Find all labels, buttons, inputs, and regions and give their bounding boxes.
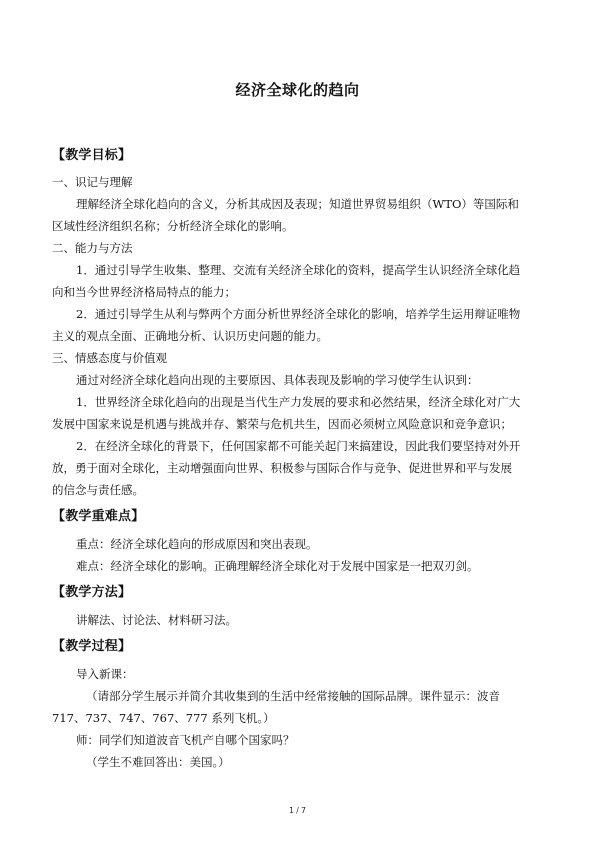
document-title: 经济全球化的趋向 <box>235 81 360 99</box>
text-line: 主义的观点全面、正确地分析、认识历史问题的能力。 <box>52 329 328 343</box>
text-line: 二、能力与方法 <box>52 241 133 255</box>
section-heading-process: 【教学过程】 <box>52 639 132 654</box>
text-line: 2．通过引导学生从利与弊两个方面分析世界经济全球化的影响，培养学生运用辩证唯物 <box>76 307 521 321</box>
text-line: 通过对经济全球化趋向出现的主要原因、具体表现及影响的学习使学生认识到： <box>76 373 479 387</box>
text-line: 发展中国家来说是机遇与挑战并存、繁荣与危机共生，因而必须树立风险意识和竞争意识； <box>52 417 512 431</box>
text-line: 难点：经济全球化的影响。正确理解经济全球化对于发展中国家是一把双刃剑。 <box>76 559 479 573</box>
text-line: 向和当今世界经济格局特点的能力； <box>52 285 236 299</box>
text-line: 师：同学们知道波音飞机产自哪个国家吗？ <box>76 733 295 747</box>
section-heading-objectives: 【教学目标】 <box>52 148 132 163</box>
page-number: 1 / 7 <box>289 806 306 815</box>
text-line: 一、识记与理解 <box>52 175 133 189</box>
section-heading-methods: 【教学方法】 <box>52 585 132 600</box>
text-line: 讲解法、讨论法、材料研习法。 <box>76 613 237 627</box>
section-heading-keypoints: 【教学重难点】 <box>52 509 145 524</box>
text-line: （请部分学生展示并简介其收集到的生活中经常接触的国际品牌。课件显示：波音 <box>86 689 500 703</box>
text-line: 1．通过引导学生收集、整理、交流有关经济全球化的资料，提高学生认识经济全球化趋 <box>76 263 521 277</box>
text-line: 的信念与责任感。 <box>52 483 144 497</box>
text-line: 区域性经济组织名称；分析经济全球化的影响。 <box>52 219 294 233</box>
text-line: 2．在经济全球化的背景下，任何国家都不可能关起门来搞建设，因此我们要坚持对外开 <box>76 439 521 453</box>
text-line: 重点：经济全球化趋向的形成原因和突出表现。 <box>76 537 318 551</box>
text-line: 1．世界经济全球化趋向的出现是当代生产力发展的要求和必然结果，经济全球化对广大 <box>76 395 521 409</box>
text-line: 放，勇于面对全球化，主动增强面向世界、积极参与国际合作与竞争、促进世界和平与发展 <box>52 461 512 475</box>
text-line: 导入新课： <box>76 667 134 681</box>
text-line: 三、情感态度与价值观 <box>52 351 167 365</box>
text-line: （学生不难回答出：美国。） <box>86 755 230 769</box>
text-line: 717、737、747、767、777 系列飞机。） <box>52 711 275 725</box>
text-line: 理解经济全球化趋向的含义，分析其成因及表现；知道世界贸易组织（WTO）等国际和 <box>76 197 519 211</box>
